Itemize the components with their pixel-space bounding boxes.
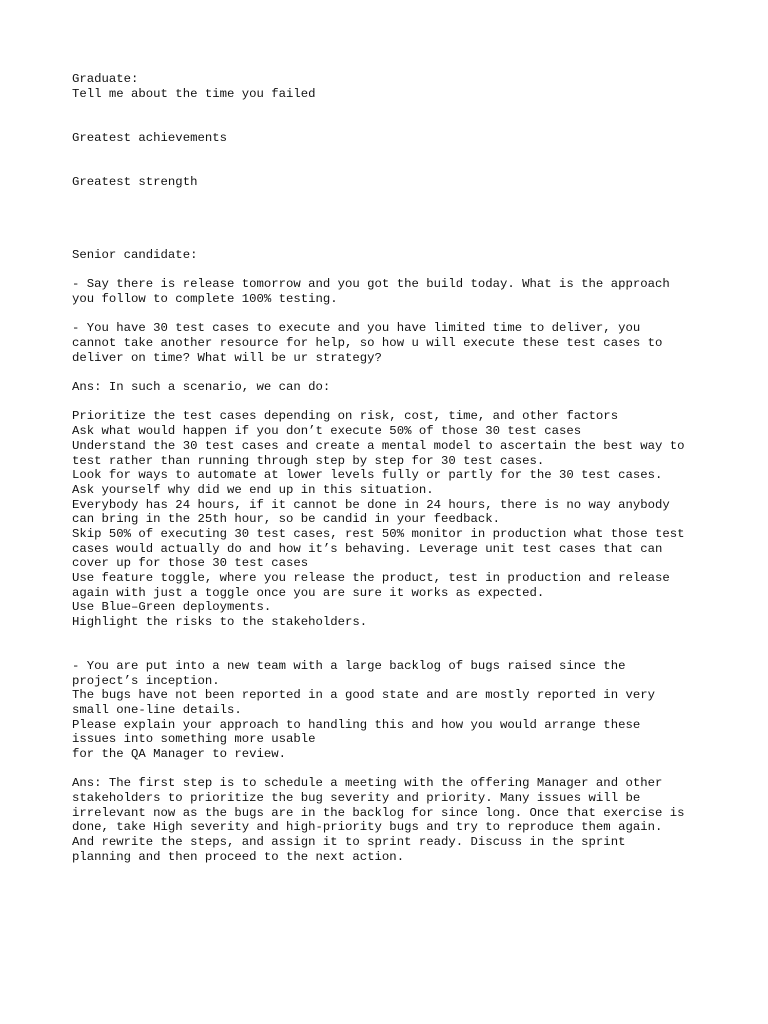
senior-question-3-line: for the QA Manager to review. [72,747,287,761]
senior-question-1-line: you follow to complete 100% testing. [72,292,338,306]
answer-1-point: test rather than running through step by step for 30 test cases. [72,454,545,468]
answer-1-point: Ask yourself why did we end up in this situation. [72,483,434,497]
answer-1-point: Highlight the risks to the stakeholders. [72,615,368,629]
answer-2-line: done, take High severity and high-priority bugs and try to reproduce them again. [72,820,663,834]
senior-question-3-line: Please explain your approach to handling this and how you would arrange these [72,718,641,732]
answer-1-point: cases would actually do and how it’s behaving. Leverage unit test cases that can [72,542,663,556]
senior-question-2-line: cannot take another resource for help, so how u will execute these test cases to [72,336,663,350]
answer-2-line: stakeholders to prioritize the bug severity and priority. Many issues will be [72,791,641,805]
answer-1-point: again with just a toggle once you are sure it works as expected. [72,586,545,600]
graduate-heading: Graduate: [72,72,139,86]
answer-2-line: planning and then proceed to the next action. [72,850,405,864]
answer-1-point: cover up for those 30 test cases [72,556,309,570]
answer-2-line: irrelevant now as the bugs are in the backlog for since long. Once that exercise is [72,806,685,820]
answer-1-intro: Ans: In such a scenario, we can do: [72,380,331,394]
answer-1-point: can bring in the 25th hour, so be candid in your feedback. [72,512,501,526]
graduate-question-failed: Tell me about the time you failed [72,87,316,101]
answer-1-point: Use Blue–Green deployments. [72,600,272,614]
senior-question-3-line: - You are put into a new team with a large backlog of bugs raised since the [72,659,626,673]
answer-1-point: Everybody has 24 hours, if it cannot be done in 24 hours, there is no way anybody [72,498,670,512]
senior-question-3-line: project’s inception. [72,674,220,688]
answer-1-point: Skip 50% of executing 30 test cases, rest 50% monitor in production what those test [72,527,685,541]
graduate-question-achievements: Greatest achievements [72,131,227,145]
answer-1-point: Prioritize the test cases depending on risk, cost, time, and other factors [72,409,619,423]
senior-question-3-line: issues into something more usable [72,732,316,746]
answer-1-point: Look for ways to automate at lower levels fully or partly for the 30 test cases. [72,468,663,482]
senior-question-3-line: small one-line details. [72,703,242,717]
answer-2-line: And rewrite the steps, and assign it to sprint ready. Discuss in the sprint [72,835,626,849]
senior-question-2-line: - You have 30 test cases to execute and you have limited time to deliver, you [72,321,641,335]
answer-1-point: Use feature toggle, where you release the product, test in production and release [72,571,670,585]
senior-question-2-line: deliver on time? What will be ur strategy? [72,351,382,365]
answer-2-line: Ans: The first step is to schedule a meeting with the offering Manager and other [72,776,663,790]
senior-question-3-line: The bugs have not been reported in a good state and are mostly reported in very [72,688,655,702]
graduate-question-strength: Greatest strength [72,175,198,189]
senior-question-1-line: - Say there is release tomorrow and you got the build today. What is the approach [72,277,670,291]
senior-heading: Senior candidate: [72,248,198,262]
answer-1-point: Ask what would happen if you don’t execute 50% of those 30 test cases [72,424,582,438]
answer-1-point: Understand the 30 test cases and create a mental model to ascertain the best way to [72,439,685,453]
